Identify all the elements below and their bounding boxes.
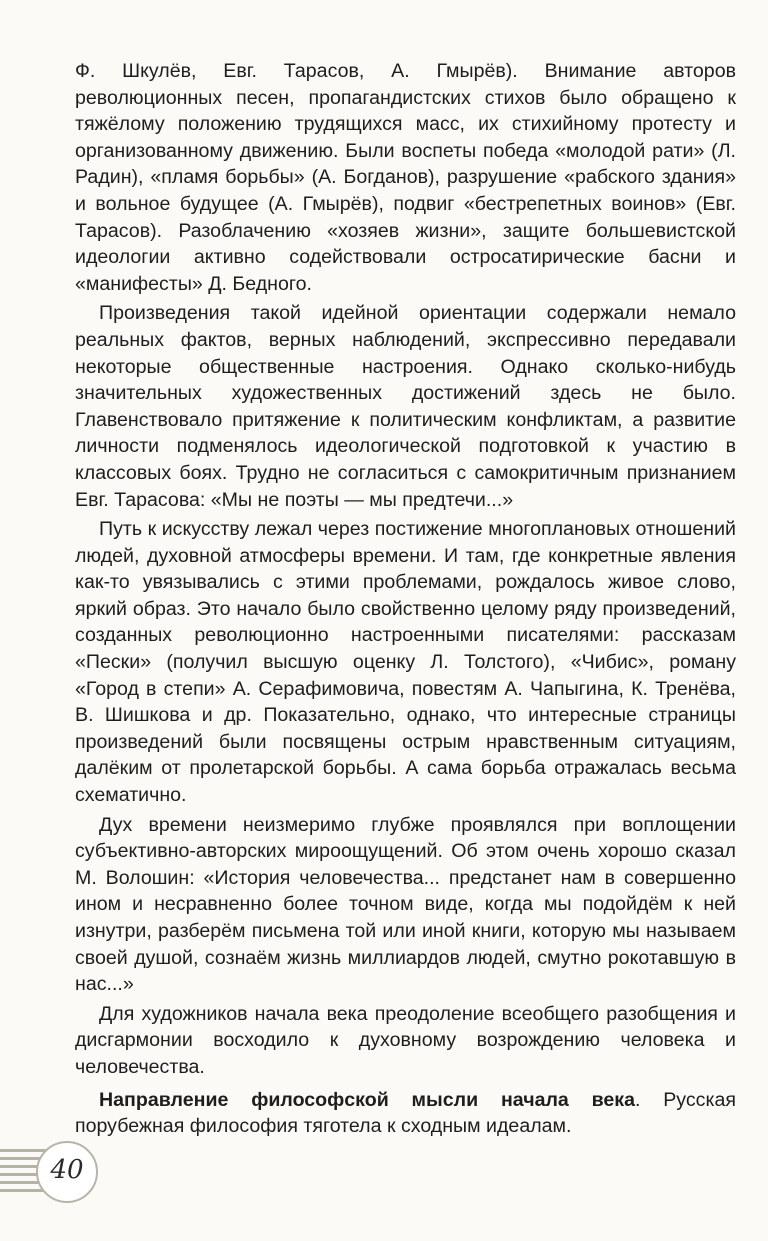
paragraph-3: Путь к искусству лежал через постижение многоплановых отношений людей, духовной атмосферы времени. И там, где конкретные явления как-то увязывались с этими проблемами, рождалось живое слово, яркий образ. Это начало было свойственно целому ряду произведений, созданных революционно настроенными писателями: рассказам «Пески» (получил высшую оценку Л. Толстого), «Чибис», роману «Город в степи» А. Серафимовича, повестям А. Чапыгина, К. Тренёва, В. Шишкова и др. Показательно, однако, что интересные страницы произведений были посвящены острым нравственным ситуациям, далёким от пролетарской борьбы. А сама борьба отражалась весьма схематично. bbox=[75, 518, 736, 807]
page-body bbox=[75, 58, 736, 1143]
paragraph-4: Дух времени неизмеримо глубже проявлялся при воплощении субъективно-авторских мироощущений. Об этом очень хорошо сказал М. Волошин: «История человечества... предстанет нам в совершенно ином и несравненно более точном виде, когда мы подойдём к ней изнутри, разберём письмена той или иной книги, которую мы называем своей душой, сознаём жизнь миллиардов людей, смутно рокотавшую в нас...» bbox=[75, 813, 736, 996]
section-text: . Русская порубежная философия тяготела к сходным идеалам. bbox=[75, 1088, 736, 1138]
paragraph-5: Для художников начала века преодоление всеобщего разобщения и дисгармонии восходило к духовному возрождению человека и человечества. bbox=[75, 1002, 736, 1078]
paragraph-1: Ф. Шкулёв, Евг. Тарасов, А. Гмырёв). Внимание авторов революционных песен, пропагандистских стихов было обращено к тяжёлому положению трудящихся масс, их стихийному протесту и организованному движению. Были воспеты победа «молодой рати» (Л. Радин), «пламя борьбы» (А. Богданов), разрушение «рабского здания» и вольное будущее (А. Гмырёв), подвиг «бестрепетных воинов» (Евг. Тарасов). Разоблачению «хозяев жизни», защите большевистской идеологии активно содействовали остросатирические басни и «манифесты» Д. Бедного. bbox=[75, 60, 736, 295]
section-heading: Направление философской мысли начала века bbox=[99, 1088, 635, 1111]
section-paragraph bbox=[75, 1087, 736, 1140]
paragraph-2: Произведения такой идейной ориентации содержали немало реальных фактов, верных наблюдений, экспрессивно передавали некоторые общественные настроения. Однако сколько-нибудь значительных художественных достижений здесь не было. Главенствовало притяжение к политическим конфликтам, а развитие личности подменялось идеологической подготовкой к участию в классовых боях. Трудно не согласиться с самокритичным признанием Евг. Тарасова: «Мы не поэты — мы предтечи...» bbox=[75, 302, 736, 511]
page-number: 40 bbox=[50, 1155, 84, 1185]
page-footer bbox=[0, 1141, 110, 1201]
